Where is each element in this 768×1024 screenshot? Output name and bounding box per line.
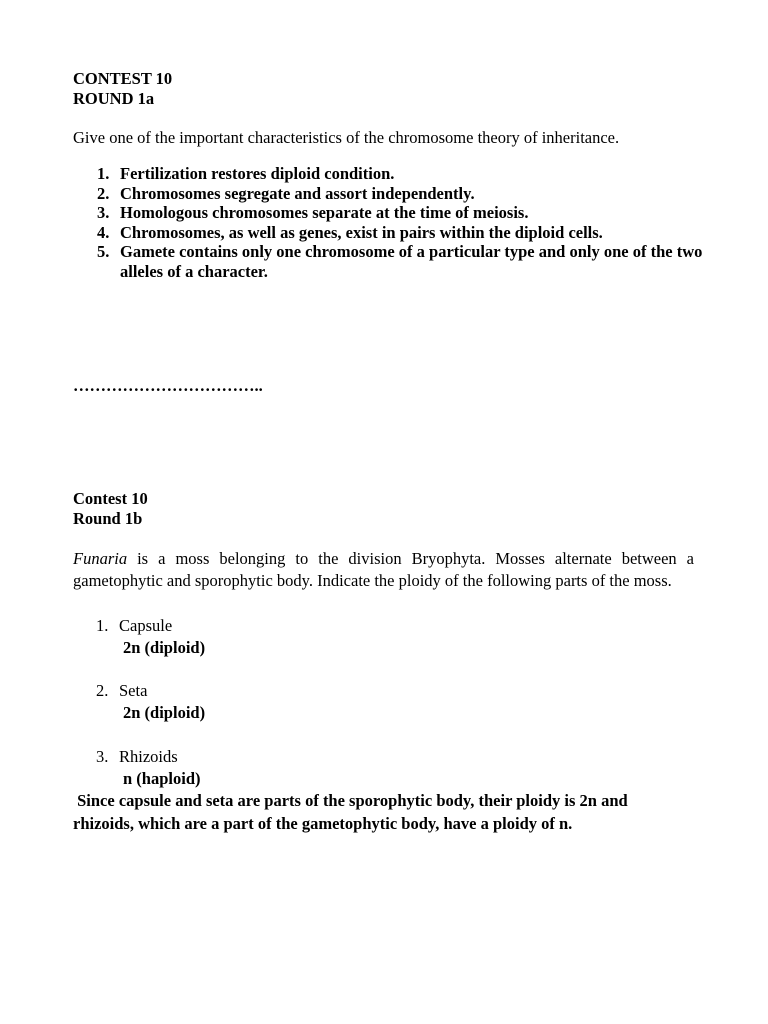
list-item xyxy=(73,242,705,281)
list-item-text: Gamete contains only one chromosome of a particular type and only one of the two alleles of a character. xyxy=(120,242,703,281)
round1b-conclusion-line2: rhizoids, which are a part of the gametophytic body, have a ploidy of n. xyxy=(73,814,573,833)
round1b-question-text: is a moss belonging to the division Bryophyta. Mosses alternate between a gametophytic and sporophytic body. Indicate the ploidy of the following parts of the moss. xyxy=(73,549,694,590)
round1a-heading-contest: CONTEST 10 xyxy=(73,69,173,88)
list-item xyxy=(96,616,172,636)
section-separator: …………………………….. xyxy=(73,376,263,395)
part-name: Rhizoids xyxy=(119,747,178,766)
list-item-number: 1. xyxy=(96,616,109,635)
list-item-text: Chromosomes, as well as genes, exist in pairs within the diploid cells. xyxy=(120,222,603,242)
list-item xyxy=(73,164,713,184)
list-item-number: 2. xyxy=(96,681,109,700)
list-item-text: Fertilization restores diploid condition. xyxy=(120,164,395,183)
part-ploidy: 2n (diploid) xyxy=(123,703,206,722)
list-item xyxy=(96,747,178,767)
list-item xyxy=(96,681,147,701)
part-name: Capsule xyxy=(119,616,173,635)
list-item xyxy=(73,184,713,204)
list-item xyxy=(73,203,713,223)
part-ploidy: n (haploid) xyxy=(123,769,201,788)
part-ploidy: 2n (diploid) xyxy=(123,638,206,657)
list-item-number: 1. xyxy=(97,164,110,183)
round1b-conclusion-line1: Since capsule and seta are parts of the sporophytic body, their ploidy is 2n and xyxy=(73,791,628,810)
list-item-number: 3. xyxy=(97,203,110,223)
round1a-question: Give one of the important characteristics of the chromosome theory of inheritance. xyxy=(73,128,620,147)
round1b-question xyxy=(73,548,694,592)
list-item-text: Homologous chromosomes separate at the time of meiosis. xyxy=(120,203,529,223)
part-name: Seta xyxy=(119,681,148,700)
round1a-answer-list xyxy=(73,164,713,282)
round1b-heading-contest: Contest 10 xyxy=(73,489,148,508)
round1a-heading-round: ROUND 1a xyxy=(73,89,155,108)
list-item xyxy=(73,223,713,243)
list-item-number: 2. xyxy=(97,183,110,203)
list-item-number: 3. xyxy=(96,747,109,766)
round1b-heading-round: Round 1b xyxy=(73,509,143,528)
species-name: Funaria xyxy=(73,549,128,568)
list-item-number: 5. xyxy=(97,242,110,262)
list-item-number: 4. xyxy=(97,222,110,242)
list-item-text: Chromosomes segregate and assort independently. xyxy=(120,183,475,203)
